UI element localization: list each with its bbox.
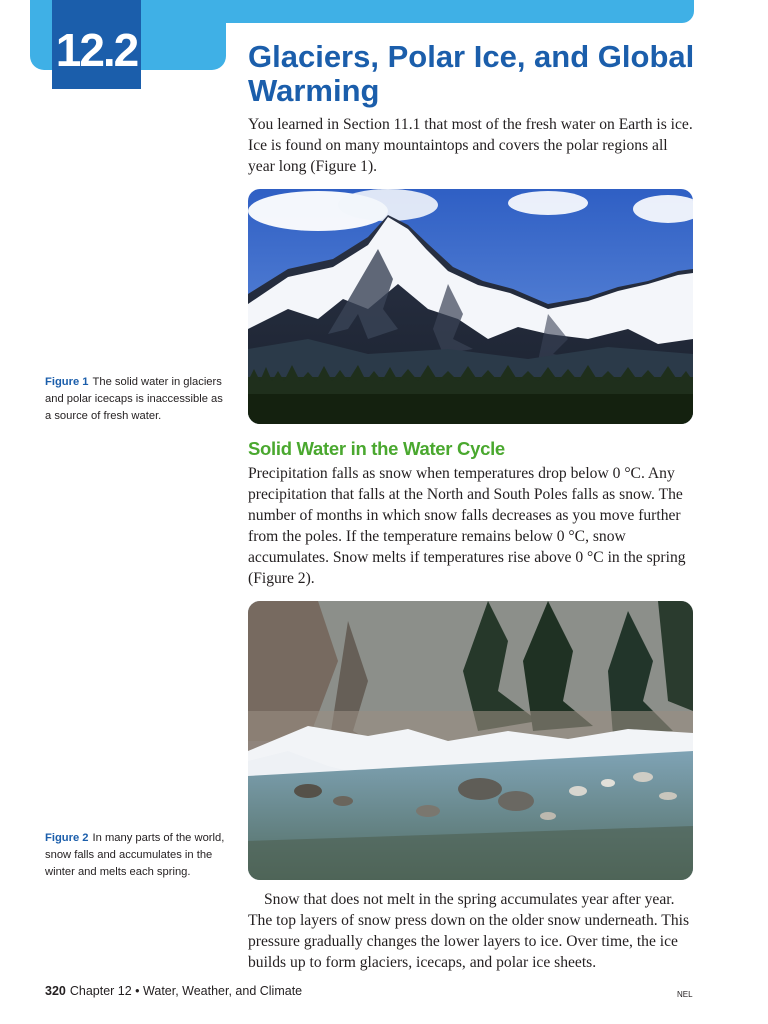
section-number-badge: 12.2 <box>52 0 141 89</box>
figure2-caption <box>45 830 230 881</box>
publisher-mark: NEL <box>677 990 693 999</box>
page-number: 320 <box>45 984 66 998</box>
figure1-label: Figure 1 <box>45 376 89 388</box>
figure1-caption <box>45 374 230 425</box>
page-footer <box>45 984 302 998</box>
river-photo <box>248 601 693 880</box>
page-title: Glaciers, Polar Ice, and Global Warming <box>248 39 695 108</box>
figure2-caption-text: In many parts of the world, snow falls and accumulates in the winter and melts each spring. <box>45 832 225 878</box>
body-paragraph: Precipitation falls as snow when temperatures drop below 0 °C. Any precipitation that falls at the North and South Poles falls as snow. The number of months in which snow falls decreases as you move further from the poles. If the temperature remains below 0 °C, snow accumulates. Snow melts if temperatures rise above 0 °C in the spring (Figure 2). <box>248 465 686 587</box>
mountain-photo <box>248 189 693 424</box>
intro-paragraph: You learned in Section 11.1 that most of the fresh water on Earth is ice. Ice is found on many mountaintops and covers the polar regions all year long (Figure 1). <box>248 116 693 175</box>
body-paragraph: Snow that does not melt in the spring accumulates year after year. The top layers of snow press down on the older snow underneath. This pressure gradually changes the lower layers to ice. Over time, the ice builds up to form glaciers, icecaps, and polar ice sheets. <box>248 891 690 971</box>
section-subheading: Solid Water in the Water Cycle <box>248 438 505 459</box>
figure1-caption-text: The solid water in glaciers and polar icecaps is inaccessible as a source of fresh water. <box>45 376 223 422</box>
figure2-label: Figure 2 <box>45 832 89 844</box>
chapter-title: Chapter 12 • Water, Weather, and Climate <box>69 984 303 998</box>
